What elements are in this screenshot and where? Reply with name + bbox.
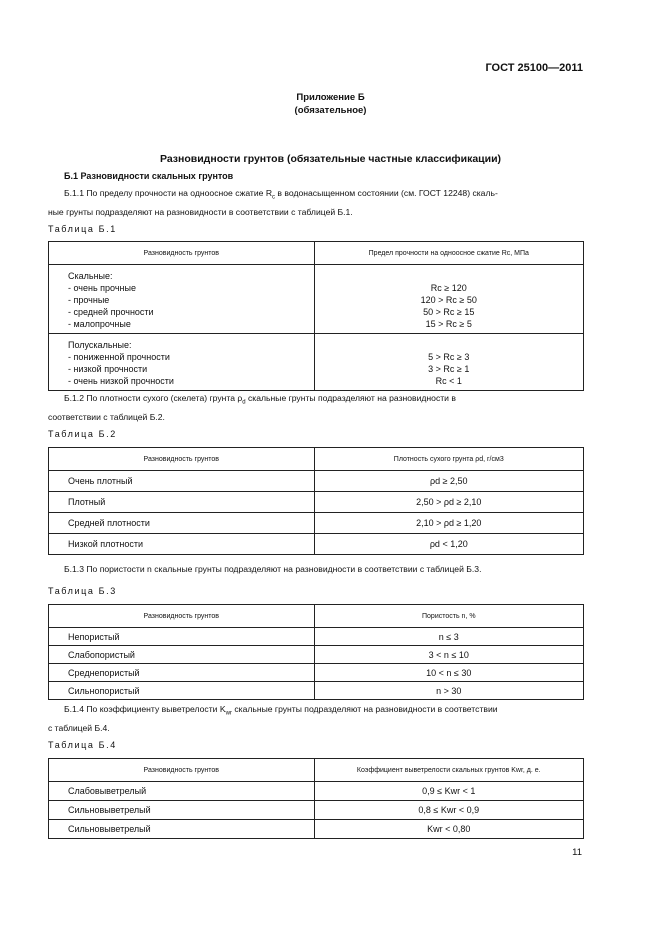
table1-header-col2: Предел прочности на одноосное сжатие Rc, МПа bbox=[314, 242, 583, 265]
table2-header-col2: Плотность сухого грунта ρd, г/см3 bbox=[314, 448, 583, 471]
table4-header-col2: Коэффициент выветрелости скальных грунтов Kwr, д. е. bbox=[314, 759, 583, 782]
table3-header-col1: Разновидность грунтов bbox=[49, 605, 315, 628]
section-title: Разновидности грунтов (обязательные частные классификации) bbox=[159, 153, 502, 165]
table4-caption: Таблица Б.4 bbox=[48, 740, 117, 750]
table-row: Очень плотный ρd ≥ 2,50 bbox=[49, 471, 584, 492]
table2-header-col1: Разновидность грунтов bbox=[49, 448, 315, 471]
table-row: Непористый n ≤ 3 bbox=[49, 628, 584, 646]
paragraph-b13: Б.1.3 По пористости n скальные грунты подразделяют на разновидности в соответствии с таблицей Б.3. bbox=[64, 564, 482, 574]
document-code: ГОСТ 25100—2011 bbox=[485, 62, 583, 74]
table-row: Сильновыветрелый Kwr < 0,80 bbox=[49, 820, 584, 839]
table-row: Скальные: - очень прочные - прочные - средней прочности - малопрочные Rc ≥ 120 120 > Rc ≥ 50 50 > Rc ≥ 15 15 > Rc ≥ 5 bbox=[49, 265, 584, 334]
appendix-note: (обязательное) bbox=[294, 105, 367, 116]
table-row: Плотный 2,50 > ρd ≥ 2,10 bbox=[49, 492, 584, 513]
table2-caption: Таблица Б.2 bbox=[48, 429, 117, 439]
subsection-title: Б.1 Разновидности скальных грунтов bbox=[64, 171, 234, 181]
table1-caption: Таблица Б.1 bbox=[48, 224, 117, 234]
table-b3 bbox=[48, 604, 584, 700]
page-number: 11 bbox=[572, 847, 582, 858]
table-row: Низкой плотности ρd < 1,20 bbox=[49, 534, 584, 555]
table-row: Сильновыветрелый 0,8 ≤ Kwr < 0,9 bbox=[49, 801, 584, 820]
table-b1 bbox=[48, 241, 584, 391]
paragraph-b14: Б.1.4 По коэффициенту выветрелости $K_{wr}$ скальные грунты подразделяют на разновидности в соответствии с таблицей Б.4. bbox=[48, 704, 498, 733]
table-row: Слабовыветрелый 0,9 ≤ Kwr < 1 bbox=[49, 782, 584, 801]
table3-caption: Таблица Б.3 bbox=[48, 586, 117, 596]
table-b4 bbox=[48, 758, 584, 839]
table-row: Сильнопористый n > 30 bbox=[49, 682, 584, 700]
table-row: Средней плотности 2,10 > ρd ≥ 1,20 bbox=[49, 513, 584, 534]
table-b2 bbox=[48, 447, 584, 555]
appendix-title: Приложение Б bbox=[296, 92, 365, 103]
table-row: Среднепористый 10 < n ≤ 30 bbox=[49, 664, 584, 682]
table1-header-col1: Разновидность грунтов bbox=[49, 242, 315, 265]
table-row: Полускальные: - пониженной прочности - низкой прочности - очень низкой прочности 5 > Rc ≥ 3 3 > Rc ≥ 1 Rc < 1 bbox=[49, 334, 584, 391]
table-row: Слабопористый 3 < n ≤ 10 bbox=[49, 646, 584, 664]
table4-header-col1: Разновидность грунтов bbox=[49, 759, 315, 782]
paragraph-b12: Б.1.2 По плотности сухого (скелета) грунта $\rho_d$ скальные грунты подразделяют на разновидности в соответствии с таблицей Б.2. bbox=[48, 393, 456, 422]
table3-header-col2: Пористость n, % bbox=[314, 605, 583, 628]
paragraph-b11: Б.1.1 По пределу прочности на одноосное сжатие $R_c$ в водонасыщенном состоянии (см. ГОСТ 12248) скаль- ные грунты подразделяют на разновидности в соответствии с таблицей Б.1. bbox=[48, 188, 498, 217]
